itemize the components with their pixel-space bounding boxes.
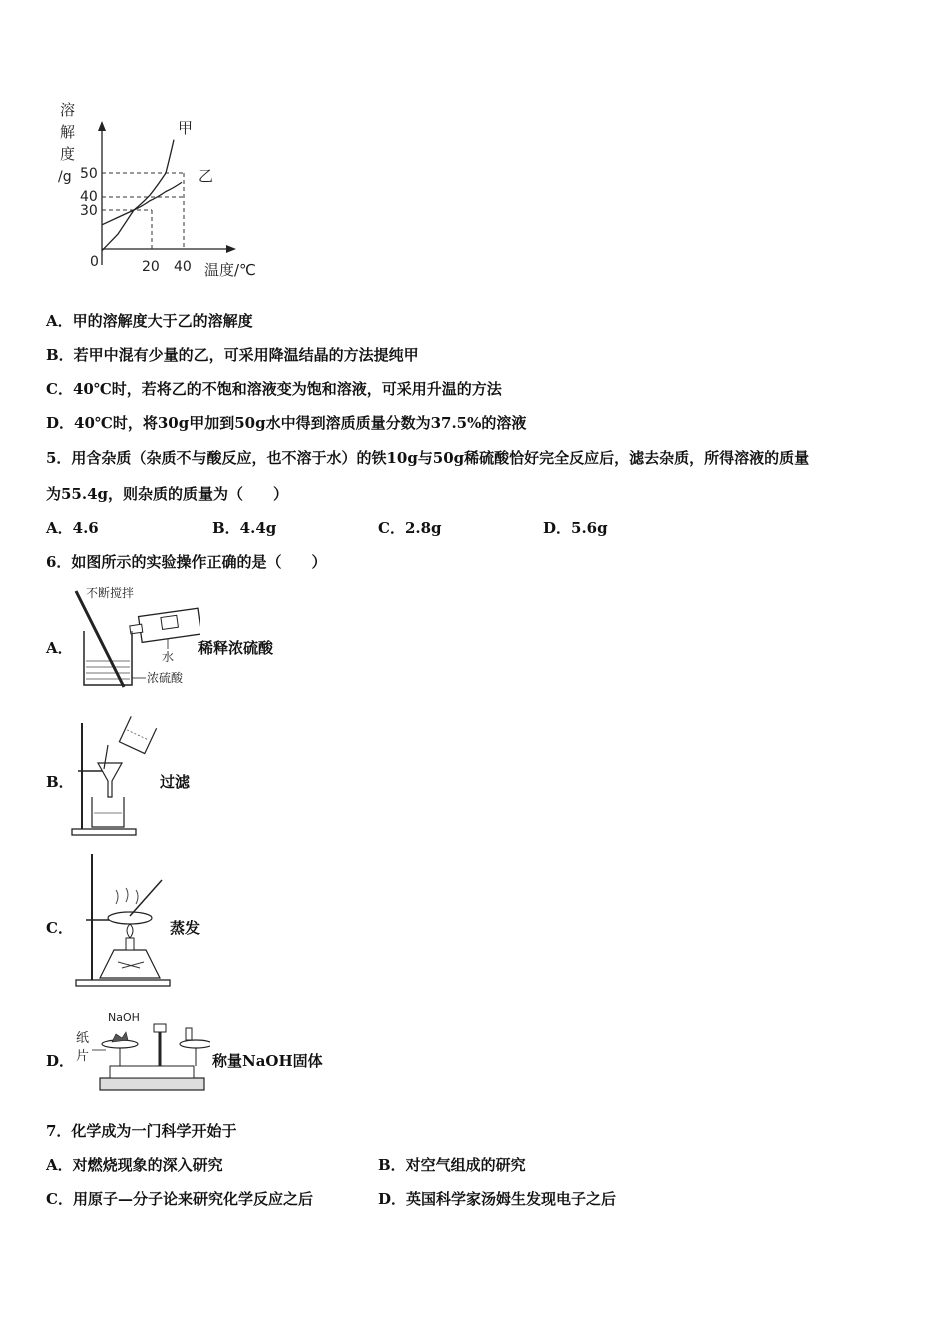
q6-d-caption: 称量NaOH固体	[212, 1052, 323, 1070]
q7-option-b: B．对空气组成的研究	[378, 1156, 526, 1174]
y-tick-50: 50	[80, 166, 98, 182]
funnel	[98, 763, 122, 797]
q6-a-label: A．	[46, 639, 73, 657]
fig-d-paper-text-1: 纸	[76, 1031, 90, 1046]
ylabel-unit: /g	[58, 169, 72, 185]
q7-option-d: D．英国科学家汤姆生发现电子之后	[378, 1190, 617, 1208]
y-tick-30: 30	[80, 203, 98, 219]
ylabel-char-1: 溶	[60, 101, 76, 119]
curve-jia	[102, 140, 174, 251]
q7-option-a: A．对燃烧现象的深入研究	[46, 1156, 223, 1174]
q5-option-c: C．2.8g	[378, 519, 442, 537]
q6-b-label: B．	[46, 773, 74, 791]
q5-option-a: A．4.6	[46, 519, 99, 537]
q5-stem-line1: 5．用含杂质（杂质不与酸反应，也不溶于水）的铁10g与50g稀硫酸恰好完全反应后，滤去杂质，所得溶液的质量	[46, 449, 810, 467]
fig-a-stir-text: 不断搅拌	[86, 586, 135, 600]
naoh-pellets	[112, 1032, 128, 1042]
q6-b-caption: 过滤	[160, 773, 191, 791]
flame	[127, 924, 133, 938]
curve-label-yi: 乙	[198, 167, 214, 185]
q7-stem: 7．化学成为一门科学开始于	[46, 1122, 237, 1140]
q5-option-d: D．5.6g	[543, 519, 608, 537]
q6-stem: 6．如图所示的实验操作正确的是（ ）	[46, 553, 327, 571]
q6-c-caption: 蒸发	[170, 919, 201, 937]
y-tick-40: 40	[80, 189, 98, 205]
q6-a-caption: 稀释浓硫酸	[198, 639, 274, 657]
q4-option-c: C．40℃时，若将乙的不饱和溶液变为饱和溶液，可采用升温的方法	[46, 380, 502, 398]
q7-option-c: C．用原子—分子论来研究化学反应之后	[46, 1190, 313, 1208]
x-axis-label: 温度/℃	[204, 261, 256, 279]
evaporation-figure-svg	[70, 850, 175, 990]
stand-base-c	[76, 980, 170, 986]
filtration-figure-svg	[68, 715, 163, 840]
y-axis-arrow	[98, 121, 106, 131]
q6-c-label: C．	[46, 919, 73, 937]
x-tick-20: 20	[142, 259, 160, 275]
solubility-graph-svg	[50, 95, 280, 290]
q5-stem-line2: 为55.4g，则杂质的质量为（ ）	[46, 485, 289, 503]
curve-label-jia: 甲	[178, 119, 194, 137]
x-tick-40: 40	[174, 259, 192, 275]
solubility-graph	[50, 95, 280, 290]
right-pan	[180, 1040, 210, 1048]
pouring-beaker	[119, 716, 156, 753]
alcohol-lamp	[100, 950, 160, 978]
filtration-figure	[68, 715, 163, 840]
evaporating-dish	[108, 912, 152, 924]
stand-base	[72, 829, 136, 835]
fig-a-water-text: 水	[162, 650, 175, 664]
origin-label: 0	[90, 254, 99, 270]
ylabel-char-2: 解	[60, 123, 76, 141]
stirring-rod	[76, 591, 124, 687]
q5-option-b: B．4.4g	[212, 519, 277, 537]
beaker-b	[92, 797, 124, 827]
balance-figure-svg	[70, 1008, 210, 1096]
reagent-bottle	[129, 608, 200, 643]
evaporation-figure	[70, 850, 175, 990]
fig-d-naoh-text: NaOH	[108, 1011, 140, 1024]
dilution-figure-svg	[70, 583, 200, 693]
q6-d-label: D．	[46, 1052, 75, 1070]
balance-base	[100, 1078, 204, 1090]
ylabel-char-3: 度	[60, 145, 76, 163]
q4-option-b: B．若甲中混有少量的乙，可采用降温结晶的方法提纯甲	[46, 346, 419, 364]
q4-option-a: A．甲的溶解度大于乙的溶解度	[46, 312, 253, 330]
glass-rod-c	[130, 880, 162, 916]
x-axis-arrow	[226, 245, 236, 253]
fig-a-acid-text: 浓硫酸	[147, 671, 184, 685]
dilution-figure	[70, 583, 200, 693]
fig-d-paper-text-2: 片	[76, 1049, 90, 1064]
q4-option-d: D．40℃时，将30g甲加到50g水中得到溶质质量分数为37.5%的溶液	[46, 414, 527, 432]
balance-figure	[70, 1008, 210, 1096]
